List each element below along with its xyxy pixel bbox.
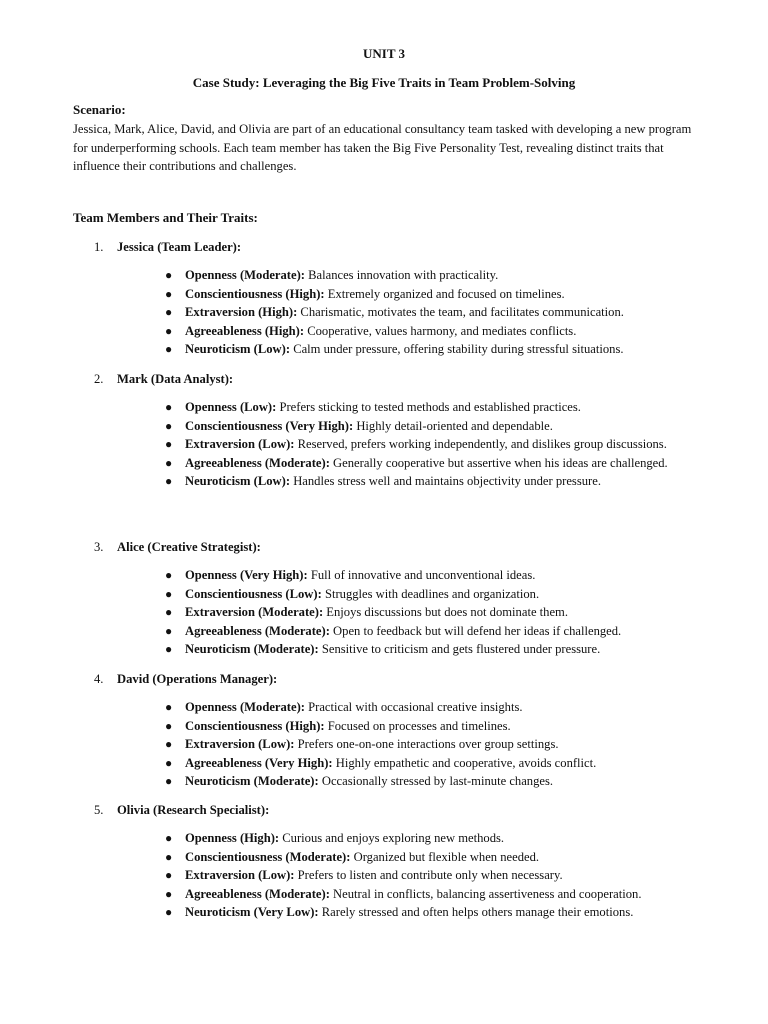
trait-label: Conscientiousness (Very High): — [185, 418, 354, 433]
bullet-icon: ● — [165, 323, 173, 338]
trait-description: Prefers one-on-one interactions over group settings. — [294, 737, 559, 752]
member-heading — [94, 538, 261, 557]
bullet-icon: ● — [165, 568, 173, 582]
trait-list — [0, 266, 768, 359]
bullet-icon: ● — [165, 737, 173, 752]
trait-description: Curious and enjoys exploring new methods. — [279, 831, 505, 845]
trait-label: Conscientiousness (Low): — [185, 586, 322, 601]
bullet-icon: ● — [165, 642, 173, 657]
trait-label: Conscientiousness (High): — [185, 286, 325, 301]
trait-label: Agreeableness (Moderate): — [185, 623, 330, 638]
trait-description: Struggles with deadlines and organization. — [321, 586, 540, 601]
trait-item — [165, 398, 695, 417]
bullet-icon: ● — [165, 342, 173, 357]
trait-description: Reserved, prefers working independently, and dislikes group discussions. — [294, 437, 667, 452]
trait-label: Openness (Low): — [185, 400, 277, 414]
trait-item — [165, 735, 695, 754]
trait-item — [165, 717, 695, 736]
trait-label: Neuroticism (Very Low): — [185, 905, 319, 920]
member-number: 5. — [94, 803, 104, 817]
trait-description: Open to feedback but will defend her ideas if challenged. — [329, 623, 622, 638]
trait-label: Conscientiousness (High): — [185, 718, 325, 733]
trait-description: Extremely organized and focused on timelines. — [324, 286, 565, 301]
trait-item — [165, 848, 695, 867]
member-number: 3. — [94, 540, 104, 554]
bullet-icon: ● — [165, 268, 173, 282]
member-number: 2. — [94, 372, 104, 386]
bullet-icon: ● — [165, 718, 173, 733]
trait-description: Prefers sticking to tested methods and established practices. — [276, 400, 581, 414]
trait-item — [165, 772, 695, 791]
trait-item — [165, 603, 695, 622]
trait-item — [165, 885, 695, 904]
trait-list — [0, 566, 768, 659]
trait-item — [165, 866, 695, 885]
bullet-icon: ● — [165, 418, 173, 433]
unit-title: UNIT 3 — [362, 46, 406, 61]
trait-description: Occasionally stressed by last-minute changes. — [318, 774, 554, 789]
trait-item — [165, 340, 695, 359]
trait-item — [165, 622, 695, 641]
trait-label: Agreeableness (Very High): — [185, 755, 333, 770]
trait-item — [165, 754, 695, 773]
trait-description: Balances innovation with practicality. — [304, 268, 499, 282]
trait-description: Generally cooperative but assertive when his ideas are challenged. — [329, 455, 668, 470]
bullet-icon: ● — [165, 474, 173, 489]
bullet-icon: ● — [165, 400, 173, 414]
trait-description: Neutral in conflicts, balancing assertiveness and cooperation. — [329, 886, 642, 901]
trait-label: Extraversion (Moderate): — [185, 605, 324, 620]
trait-label: Extraversion (Low): — [185, 737, 295, 752]
trait-item — [165, 903, 695, 922]
member-name: Alice (Creative Strategist): — [117, 540, 261, 554]
trait-label: Conscientiousness (Moderate): — [185, 849, 351, 864]
bullet-icon: ● — [165, 623, 173, 638]
bullet-icon: ● — [165, 455, 173, 470]
bullet-icon: ● — [165, 905, 173, 920]
trait-description: Full of innovative and unconventional ideas. — [307, 568, 536, 582]
trait-label: Openness (Moderate): — [185, 700, 305, 714]
member-heading — [94, 238, 241, 257]
scenario-heading: Scenario: — [73, 102, 126, 117]
trait-list — [0, 829, 768, 922]
trait-description: Organized but flexible when needed. — [350, 849, 540, 864]
bullet-icon: ● — [165, 849, 173, 864]
trait-label: Agreeableness (High): — [185, 323, 305, 338]
trait-list — [0, 698, 768, 791]
member-heading — [94, 370, 233, 389]
member-number: 1. — [94, 240, 104, 254]
trait-label: Neuroticism (Low): — [185, 474, 291, 489]
bullet-icon: ● — [165, 305, 173, 320]
team-members-heading: Team Members and Their Traits: — [73, 210, 258, 225]
trait-label: Extraversion (Low): — [185, 868, 295, 883]
trait-description: Rarely stressed and often helps others manage their emotions. — [318, 905, 634, 920]
member-name: Jessica (Team Leader): — [117, 240, 242, 254]
trait-label: Openness (Moderate): — [185, 268, 305, 282]
bullet-icon: ● — [165, 755, 173, 770]
trait-label: Extraversion (High): — [185, 305, 298, 320]
trait-item — [165, 585, 695, 604]
trait-item — [165, 285, 695, 304]
trait-description: Cooperative, values harmony, and mediates conflicts. — [304, 323, 577, 338]
trait-label: Agreeableness (Moderate): — [185, 886, 330, 901]
member-number: 4. — [94, 672, 104, 686]
trait-label: Openness (High): — [185, 831, 280, 845]
trait-item — [165, 435, 695, 454]
trait-item — [165, 472, 695, 491]
trait-item — [165, 640, 695, 659]
trait-description: Charismatic, motivates the team, and facilitates communication. — [297, 305, 624, 320]
trait-label: Neuroticism (Moderate): — [185, 642, 319, 657]
trait-item — [165, 566, 695, 585]
trait-item — [165, 303, 695, 322]
trait-description: Prefers to listen and contribute only when necessary. — [294, 868, 563, 883]
trait-description: Focused on processes and timelines. — [324, 718, 511, 733]
trait-item — [165, 266, 695, 285]
trait-label: Extraversion (Low): — [185, 437, 295, 452]
member-heading — [94, 801, 269, 820]
trait-description: Handles stress well and maintains objectivity under pressure. — [290, 474, 601, 489]
trait-label: Agreeableness (Moderate): — [185, 455, 330, 470]
trait-label: Neuroticism (Moderate): — [185, 774, 319, 789]
trait-description: Calm under pressure, offering stability during stressful situations. — [290, 342, 624, 357]
trait-list — [0, 398, 768, 491]
bullet-icon: ● — [165, 586, 173, 601]
trait-item — [165, 454, 695, 473]
bullet-icon: ● — [165, 700, 173, 714]
bullet-icon: ● — [165, 774, 173, 789]
trait-item — [165, 829, 695, 848]
member-name: Mark (Data Analyst): — [117, 372, 234, 386]
member-name: David (Operations Manager): — [117, 672, 278, 686]
trait-description: Highly empathetic and cooperative, avoids conflict. — [332, 755, 597, 770]
trait-item — [165, 417, 695, 436]
bullet-icon: ● — [165, 868, 173, 883]
trait-description: Enjoys discussions but does not dominate them. — [323, 605, 569, 620]
trait-description: Sensitive to criticism and gets flustered under pressure. — [318, 642, 601, 657]
bullet-icon: ● — [165, 886, 173, 901]
trait-item — [165, 698, 695, 717]
bullet-icon: ● — [165, 286, 173, 301]
bullet-icon: ● — [165, 831, 173, 845]
trait-label: Neuroticism (Low): — [185, 342, 291, 357]
member-name: Olivia (Research Specialist): — [117, 803, 270, 817]
trait-description: Highly detail-oriented and dependable. — [353, 418, 553, 433]
trait-description: Practical with occasional creative insights. — [304, 700, 523, 714]
scenario-text: Jessica, Mark, Alice, David, and Olivia are part of an educational consultancy team tasked with developing a new program for underperforming schools. Each team member has taken the Big Five Personality Test, revealing distinct traits that influence their contributions and challenges. — [73, 122, 692, 174]
member-heading — [94, 670, 277, 689]
trait-label: Openness (Very High): — [185, 568, 308, 582]
bullet-icon: ● — [165, 437, 173, 452]
case-study-title: Case Study: Leveraging the Big Five Traits in Team Problem-Solving — [192, 75, 576, 90]
trait-item — [165, 322, 695, 341]
bullet-icon: ● — [165, 605, 173, 620]
